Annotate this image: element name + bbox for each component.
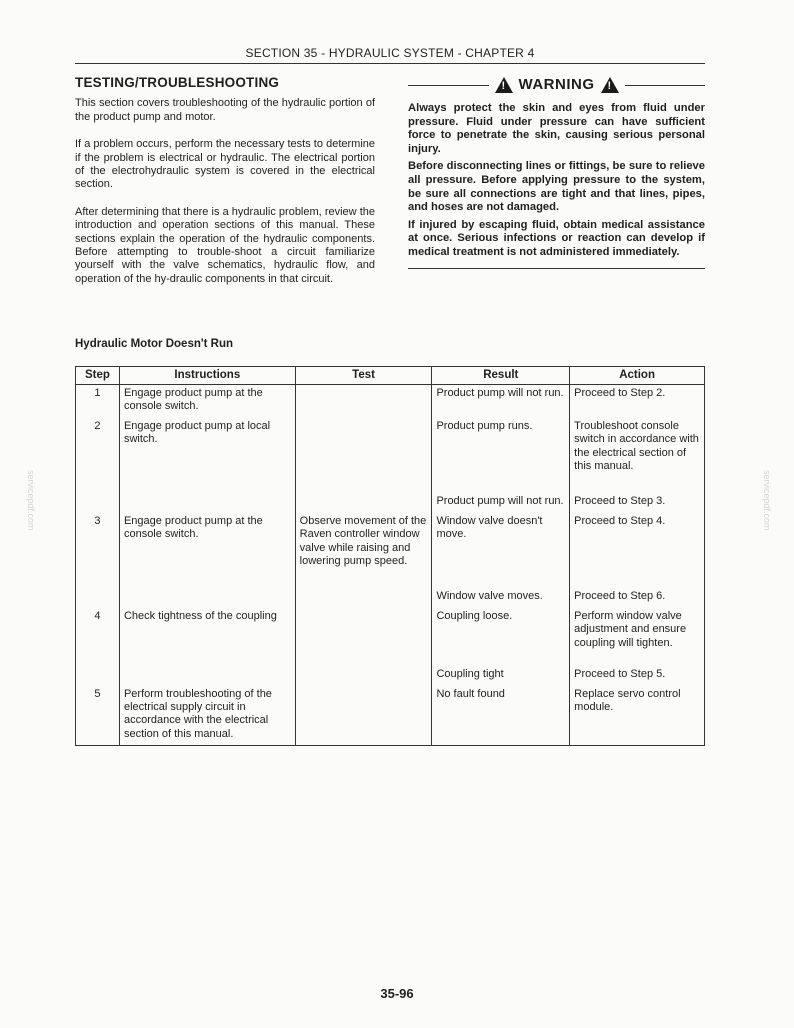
header-instructions: Instructions bbox=[119, 367, 295, 385]
warning-triangle-icon bbox=[495, 77, 513, 93]
warning-paragraph-3: If injured by escaping fluid, obtain medical assistance at once. Serious infections or reaction can develop if medical treatment is not administered immediately. bbox=[408, 218, 705, 258]
header-rule bbox=[75, 63, 705, 64]
cell-instructions: Check tightness of the coupling bbox=[119, 608, 295, 666]
cell-action: Proceed to Step 4. bbox=[570, 513, 705, 589]
table-row bbox=[76, 608, 705, 666]
header-step: Step bbox=[76, 367, 120, 385]
section-title: TESTING/TROUBLESHOOTING bbox=[75, 75, 280, 90]
table-row bbox=[76, 588, 705, 607]
cell-step: 2 bbox=[76, 418, 120, 494]
table-row bbox=[76, 385, 705, 418]
cell-test: Observe movement of the Raven controller window valve while raising and lowering pump speed. bbox=[295, 513, 432, 589]
cell-result: Window valve doesn't move. bbox=[432, 513, 570, 589]
cell-instructions bbox=[119, 666, 295, 685]
cell-test bbox=[295, 385, 432, 418]
warning-box bbox=[408, 76, 705, 269]
cell-action: Troubleshoot console switch in accordance with the electrical section of this manual. bbox=[570, 418, 705, 494]
cell-test bbox=[295, 666, 432, 685]
warning-triangle-icon bbox=[601, 77, 619, 93]
cell-step: 1 bbox=[76, 385, 120, 418]
warning-paragraph-2: Before disconnecting lines or fittings, be sure to relieve all pressure. Before applying pressure to the system, be sure all connections are tight and that lines, pipes, and hoses are not damaged. bbox=[408, 160, 705, 214]
cell-test bbox=[295, 418, 432, 494]
cell-step: 4 bbox=[76, 608, 120, 666]
cell-action: Replace servo control module. bbox=[570, 686, 705, 746]
cell-result: Coupling tight bbox=[432, 666, 570, 685]
cell-action: Proceed to Step 6. bbox=[570, 588, 705, 607]
cell-result: Product pump will not run. bbox=[432, 493, 570, 512]
cell-instructions: Engage product pump at the console switch. bbox=[119, 385, 295, 418]
table-row bbox=[76, 686, 705, 746]
watermark-right: servicepdf.com bbox=[762, 470, 772, 531]
table-header-row bbox=[76, 367, 705, 385]
warning-bottom-rule bbox=[408, 268, 705, 269]
cell-step bbox=[76, 666, 120, 685]
cell-result: Product pump will not run. bbox=[432, 385, 570, 418]
cell-step: 5 bbox=[76, 686, 120, 746]
warning-heading bbox=[408, 76, 705, 94]
table-row bbox=[76, 493, 705, 512]
warning-paragraph-1: Always protect the skin and eyes from fluid under pressure. Fluid under pressure can have sufficient force to penetrate the skin, causing serious personal injury. bbox=[408, 102, 705, 155]
cell-test bbox=[295, 588, 432, 607]
cell-action: Proceed to Step 5. bbox=[570, 666, 705, 685]
intro-paragraph-1: This section covers troubleshooting of the hydraulic portion of the product pump and motor. bbox=[75, 97, 375, 123]
warning-rule-right bbox=[625, 85, 706, 86]
cell-test bbox=[295, 686, 432, 746]
warning-rule-left bbox=[408, 85, 489, 86]
header-test: Test bbox=[295, 367, 432, 385]
page-header: SECTION 35 - HYDRAULIC SYSTEM - CHAPTER 4 bbox=[245, 46, 535, 60]
table-row bbox=[76, 418, 705, 494]
cell-result: No fault found bbox=[432, 686, 570, 746]
cell-instructions: Engage product pump at local switch. bbox=[119, 418, 295, 494]
cell-instructions: Perform troubleshooting of the electrical supply circuit in accordance with the electrical section of this manual. bbox=[119, 686, 295, 746]
table-row bbox=[76, 666, 705, 685]
table-body bbox=[76, 385, 705, 746]
header-result: Result bbox=[432, 367, 570, 385]
cell-instructions: Engage product pump at the console switch. bbox=[119, 513, 295, 589]
cell-action: Perform window valve adjustment and ensure coupling will tighten. bbox=[570, 608, 705, 666]
header-action: Action bbox=[570, 367, 705, 385]
cell-step: 3 bbox=[76, 513, 120, 589]
cell-result: Coupling loose. bbox=[432, 608, 570, 666]
cell-test bbox=[295, 493, 432, 512]
cell-result: Window valve moves. bbox=[432, 588, 570, 607]
cell-result: Product pump runs. bbox=[432, 418, 570, 494]
warning-label: WARNING bbox=[518, 76, 595, 94]
page-number: 35-96 bbox=[380, 986, 414, 1001]
intro-paragraph-3: After determining that there is a hydraulic problem, review the introduction and operation sections of this manual. These sections explain the operation of the hydraulic components. Before attempting to trouble-shoot a circuit familiarize yourself with the valve schematics, hydraulic flow, and operation of the hy-draulic components in that circuit. bbox=[75, 205, 375, 285]
cell-instructions bbox=[119, 493, 295, 512]
cell-step bbox=[76, 588, 120, 607]
cell-action: Proceed to Step 2. bbox=[570, 385, 705, 418]
cell-action: Proceed to Step 3. bbox=[570, 493, 705, 512]
table-row bbox=[76, 513, 705, 589]
table-title: Hydraulic Motor Doesn't Run bbox=[75, 338, 233, 350]
cell-instructions bbox=[119, 588, 295, 607]
watermark-left: servicepdf.com bbox=[26, 470, 36, 531]
troubleshooting-table bbox=[75, 366, 705, 746]
cell-test bbox=[295, 608, 432, 666]
intro-column bbox=[75, 76, 375, 300]
intro-paragraph-2: If a problem occurs, perform the necessary tests to determine if the problem is electrical or hydraulic. The electrical portion of the electrohydraulic system is covered in the electrical section. bbox=[75, 138, 375, 191]
cell-step bbox=[76, 493, 120, 512]
